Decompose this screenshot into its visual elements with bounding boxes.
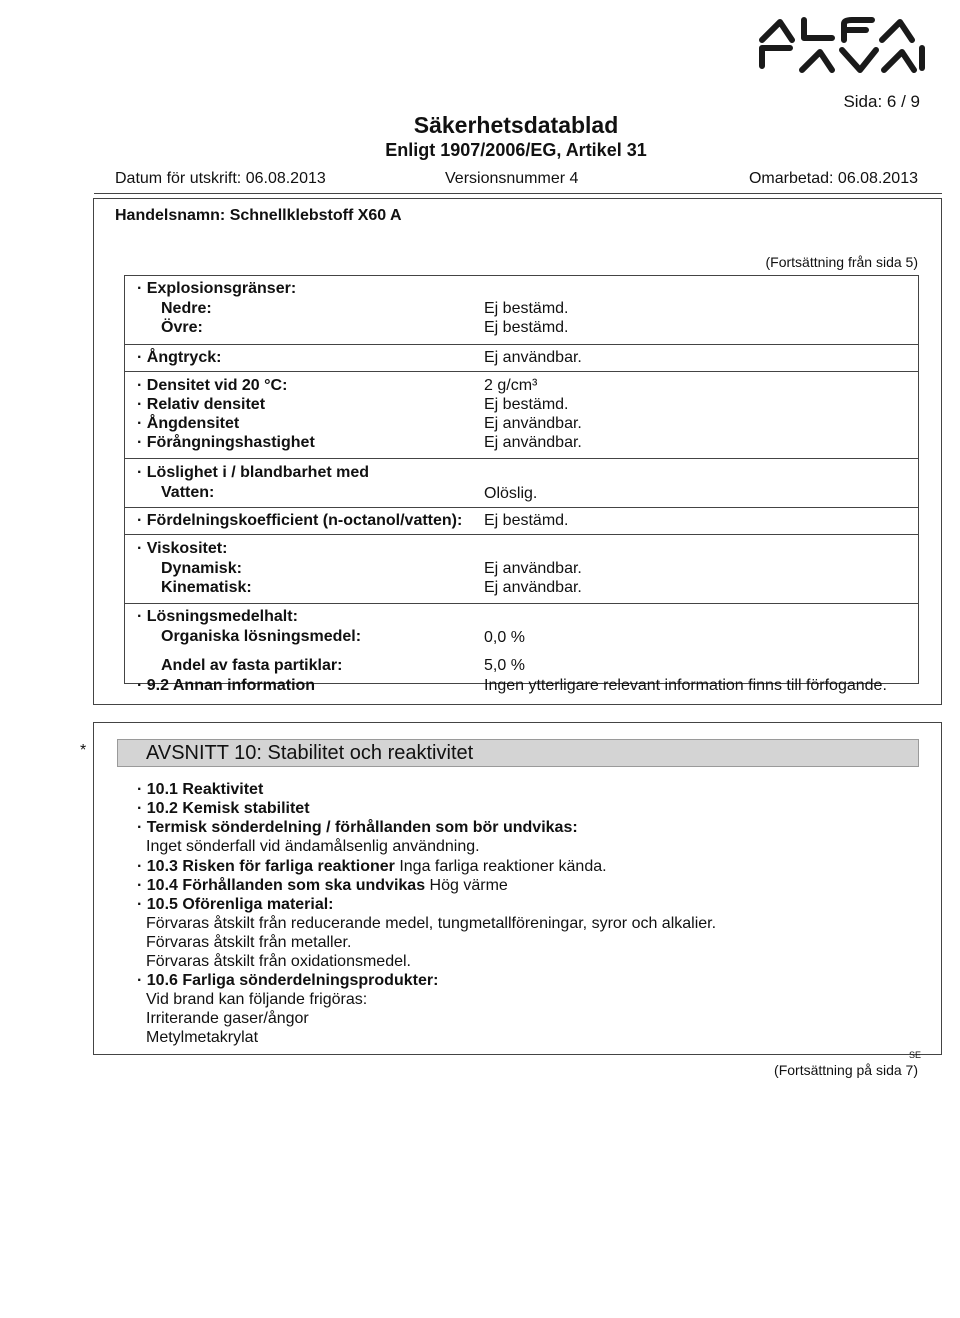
incompatible-materials-line: Förvaras åtskilt från oxidationsmedel.	[146, 953, 411, 970]
other-information-label: · 9.2 Annan information	[137, 677, 316, 694]
row-divider	[124, 507, 919, 508]
chemical-stability-label: · 10.2 Kemisk stabilitet	[137, 800, 310, 817]
lower-limit-value: Ej bestämd.	[484, 300, 569, 317]
partition-coefficient-value: Ej bestämd.	[484, 512, 569, 529]
decomposition-products-line: Metylmetakrylat	[146, 1029, 259, 1046]
viscosity-label: · Viskositet:	[137, 540, 228, 557]
solids-content-label: Andel av fasta partiklar:	[161, 657, 343, 674]
solvent-content-label: · Lösningsmedelhalt:	[137, 608, 298, 625]
conditions-to-avoid	[137, 876, 508, 895]
header-divider	[94, 193, 942, 194]
document-title: Säkerhetsdatablad	[413, 112, 619, 138]
table-right-border	[918, 275, 919, 683]
row-divider	[124, 275, 919, 276]
row-divider	[124, 603, 919, 604]
vapour-density-label: · Ångdensitet	[137, 415, 240, 432]
solubility-label: · Löslighet i / blandbarhet med	[137, 464, 370, 481]
print-date: Datum för utskrift: 06.08.2013	[115, 170, 326, 187]
relative-density-value: Ej bestämd.	[484, 396, 569, 413]
lower-limit-label: Nedre:	[161, 300, 212, 317]
vapour-pressure-label: · Ångtryck:	[137, 349, 222, 366]
upper-limit-label: Övre:	[161, 319, 203, 336]
density-value: 2 g/cm³	[484, 377, 538, 394]
upper-limit-value: Ej bestämd.	[484, 319, 569, 336]
decomposition-products-label: · 10.6 Farliga sönderdelningsprodukter:	[137, 972, 439, 989]
solids-content-value: 5,0 %	[484, 657, 525, 674]
incompatible-materials-line: Förvaras åtskilt från metaller.	[146, 934, 352, 951]
hazardous-reactions-value: Inga farliga reaktioner kända.	[394, 858, 607, 875]
version-number: Versionsnummer 4	[445, 170, 579, 187]
thermal-decomposition-value: Inget sönderfall vid ändamålsenlig användning.	[146, 838, 480, 855]
country-code: SE	[909, 1050, 922, 1060]
water-solubility-label: Vatten:	[161, 484, 215, 501]
section10-heading: AVSNITT 10: Stabilitet och reaktivitet	[146, 742, 474, 764]
vapour-pressure-value: Ej användbar.	[484, 349, 582, 366]
density-label: · Densitet vid 20 °C:	[137, 377, 288, 394]
alfa-laval-logo	[752, 8, 934, 82]
revision-marker: *	[80, 742, 87, 759]
organic-solvents-value: 0,0 %	[484, 629, 525, 646]
relative-density-label: · Relativ densitet	[137, 396, 266, 413]
continued-from: (Fortsättning från sida 5)	[765, 254, 918, 270]
other-information-value: Ingen ytterligare relevant information finns till förfogande.	[484, 677, 887, 694]
decomposition-products-line: Irriterande gaser/ångor	[146, 1010, 309, 1027]
kinematic-viscosity-label: Kinematisk:	[161, 579, 252, 596]
document-subtitle: Enligt 1907/2006/EG, Artikel 31	[385, 140, 647, 160]
conditions-to-avoid-label: · 10.4 Förhållanden som ska undvikas	[137, 877, 426, 894]
row-divider	[124, 344, 919, 345]
reactivity-label: · 10.1 Reaktivitet	[137, 781, 264, 798]
kinematic-viscosity-value: Ej användbar.	[484, 579, 582, 596]
thermal-decomposition-label: · Termisk sönderdelning / förhållanden som bör undvikas:	[137, 819, 578, 836]
trade-name: Handelsnamn: Schnellklebstoff X60 A	[115, 207, 402, 224]
evaporation-rate-label: · Förångningshastighet	[137, 434, 315, 451]
incompatible-materials-label: · 10.5 Oförenliga material:	[137, 896, 334, 913]
partition-coefficient-label: · Fördelningskoefficient (n-octanol/vatten):	[137, 512, 463, 529]
decomposition-products-line: Vid brand kan följande frigöras:	[146, 991, 368, 1008]
dynamic-viscosity-label: Dynamisk:	[161, 560, 242, 577]
water-solubility-value: Olöslig.	[484, 485, 538, 502]
row-divider	[124, 371, 919, 372]
dynamic-viscosity-value: Ej användbar.	[484, 560, 582, 577]
hazardous-reactions-label: · 10.3 Risken för farliga reaktioner	[137, 858, 395, 875]
incompatible-materials-line: Förvaras åtskilt från reducerande medel, tungmetallföreningar, syror och alkalier.	[146, 915, 717, 932]
continued-on: (Fortsättning på sida 7)	[774, 1062, 918, 1078]
table-left-border	[124, 275, 125, 683]
hazardous-reactions	[137, 857, 607, 876]
explosion-limits-label: · Explosionsgränser:	[137, 280, 297, 297]
page-number: Sida: 6 / 9	[843, 92, 920, 111]
revised-date: Omarbetad: 06.08.2013	[748, 170, 918, 187]
row-divider	[124, 534, 919, 535]
vapour-density-value: Ej användbar.	[484, 415, 582, 432]
evaporation-rate-value: Ej användbar.	[484, 434, 582, 451]
row-divider	[124, 458, 919, 459]
organic-solvents-label: Organiska lösningsmedel:	[161, 628, 362, 645]
conditions-to-avoid-value: Hög värme	[425, 877, 508, 894]
